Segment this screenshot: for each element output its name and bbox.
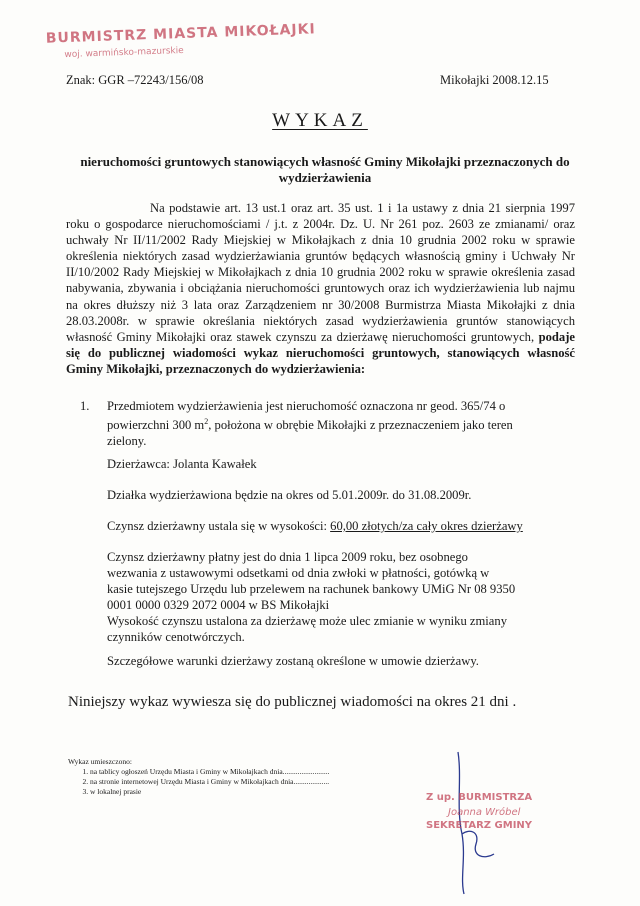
signature-stamp-line-2: Joanna Wróbel xyxy=(448,807,521,818)
signature-stamp xyxy=(426,792,532,831)
place-date: Mikołajki 2008.12.15 xyxy=(440,73,549,87)
item-number: 1. xyxy=(80,399,90,413)
document-title: WYKAZ xyxy=(272,110,368,131)
posting-item: 2. na stronie internetowej Urzędu Miasta i Gminy w Mikołajkach dnia................... xyxy=(90,777,330,787)
payment-line: kasie tutejszego Urzędu lub przelewem na rachunek bankowy UMiG Nr 08 9350 xyxy=(107,582,516,596)
posting-heading: Wykaz umieszczono: xyxy=(68,757,132,766)
official-stamp xyxy=(46,21,317,60)
item-location-text: , położona w obrębie Mikołajki z przeznaczeniem jako teren xyxy=(208,418,513,433)
stamp-line-2: woj. warmińsko-mazurskie xyxy=(64,45,184,61)
item-line-1: Przedmiotem wydzierżawienia jest nieruchomość oznaczona nr geod. 365/74 o xyxy=(107,399,506,413)
rent-prefix: Czynsz dzierżawny ustala się w wysokości: xyxy=(107,519,331,533)
rent-value: 60,00 złotych/za cały okres dzierżawy xyxy=(330,519,523,533)
signature-stamp-line-1: Z up. BURMISTRZA xyxy=(426,792,533,803)
reference-number: Znak: GGR –72243/156/08 xyxy=(66,73,204,87)
signature-stamp-line-3: SEKRETARZ GMINY xyxy=(426,820,533,831)
item-area-text: powierzchni 300 m xyxy=(107,418,205,433)
payment-terms xyxy=(107,549,547,645)
stamp-line-1: BURMISTRZ MIASTA MIKOŁAJKI xyxy=(45,21,316,47)
closing-statement: Niniejszy wykaz wywiesza się do publicznej wiadomości na okres 21 dni . xyxy=(68,694,517,710)
intro-paragraph xyxy=(66,200,575,377)
payment-line: 0001 0000 0329 2072 0004 w BS Mikołajki xyxy=(107,598,330,612)
item-line-2 xyxy=(107,414,560,433)
payment-line: wezwania z ustawowymi odsetkami od dnia zwłoki w płatności, gotówką w xyxy=(107,566,490,580)
posting-list xyxy=(68,757,330,797)
area-superscript: 2 xyxy=(204,417,209,426)
lease-period: Działka wydzierżawiona będzie na okres od 5.01.2009r. do 31.08.2009r. xyxy=(107,488,472,502)
document-subtitle: nieruchomości gruntowych stanowiących własność Gminy Mikołajki przeznaczonych do wydzierżawienia xyxy=(80,154,570,185)
posting-item: 1. na tablicy ogłoszeń Urzędu Miasta i Gminy w Mikołajkach dnia......................... xyxy=(90,767,330,777)
payment-line: czynników cenotwórczych. xyxy=(107,630,245,644)
list-item xyxy=(80,398,560,449)
intro-bold-text: podaje się do publicznej wiadomości wykaz nieruchomości gruntowych, stanowiących własność Gminy Mikołajki, przeznaczonych do wydzierżawienia: xyxy=(66,329,575,376)
payment-line: Czynsz dzierżawny płatny jest do dnia 1 lipca 2009 roku, bez osobnego xyxy=(107,550,468,564)
intro-text: Na podstawie art. 13 ust.1 oraz art. 35 ust. 1 i 1a ustawy z dnia 21 sierpnia 1997 roku o gospodarce nieruchomościami / j.t. z 2004r. Dz. U. Nr 261 poz. 2603 ze zmianami/ oraz uchwały Nr II/11/2002 Rady Miejskiej w Mikołajkach z dnia 10 grudnia 2002 roku w sprawie określenia niektórych zasad wydzierżawiania gruntów będących własnością gminy i Uchwały Nr II/10/2002 Rady Miejskiej w Mikołajkach z dnia 10 grudnia 2002 roku w sprawie określenia zasad nabywania, zbywania i obciążania nieruchomości gruntowych oraz ich wydzierżawienia lub najmu na okres dłuższy niż 3 lata oraz Zarządzeniem nr 30/2008 Burmistrza Miasta Mikołajki z dnia 28.03.2008r. w sprawie określania niektórych zasad wydzierżawienia gruntów stanowiących własność Gminy Mikołajki oraz stawek czynszu za dzierżawę nieruchomości gruntowych, xyxy=(66,201,575,344)
item-description xyxy=(107,398,560,449)
item-line-3: zielony. xyxy=(107,434,147,449)
rent-amount xyxy=(107,518,577,534)
contract-terms: Szczegółowe warunki dzierżawy zostaną określone w umowie dzierżawy. xyxy=(107,654,479,668)
tenant: Dzierżawca: Jolanta Kawałek xyxy=(107,457,257,471)
payment-line: Wysokość czynszu ustalona za dzierżawę może ulec zmianie w wyniku zmiany xyxy=(107,614,507,628)
posting-item: 3. w lokalnej prasie xyxy=(90,787,330,797)
